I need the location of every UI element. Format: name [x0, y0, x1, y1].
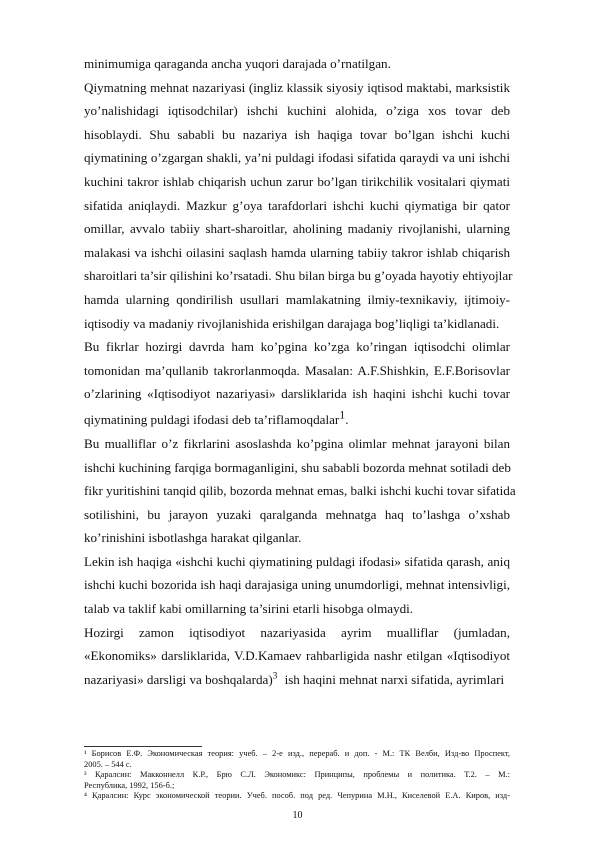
footnote: 2005. – 544 с. [84, 759, 132, 769]
body-line: sotilishini, bu jarayon yuzaki qaralganda mehnatga haq to’lashga o’xshab [84, 506, 510, 522]
body-line-text: qiymatining puldagi ifodasi deb ta’riflamoqdalar [84, 411, 340, 427]
footnote-ref: 1 [339, 407, 346, 422]
body-line-text: nazariyasi» darsligi va boshqalarda) [84, 671, 273, 687]
body-line: iqtisodiy va madaniy rivojlanishida erishilgan darajaga bog’liqligi ta’kidlanadi. [84, 315, 500, 331]
body-line: o’zlarining «Iqtisodiyot nazariyasi» darsliklarida ish haqini ishchi kuchi tovar [84, 386, 510, 402]
footnote-divider [84, 746, 202, 747]
body-line: Bu mualliflar o’z fikrlarini asoslashda ko’pgina olimlar mehnat jarayoni bilan [84, 435, 510, 451]
footnote: ⁴ Қаралсин: Курс экономической теории. Учеб. пособ. под ред. Чепурина М.Н., Киселевой Е.А. Киров, изд- [84, 791, 510, 800]
body-line: sifatida aniqlaydi. Mazkur g’oya tarafdorlari ishchi kuchi qiymatiga bir qator [84, 197, 510, 213]
body-line [84, 406, 510, 432]
body-line: ko’rinishini isbotlashga harakat qilganlar. [84, 530, 302, 546]
body-line: fikr yuritishini tanqid qilib, bozorda mehnat emas, balki ishchi kuchi tovar sifatida [84, 483, 516, 499]
body-line: talab va taklif kabi omillarning ta’sirini etarli hisobga olmaydi. [84, 601, 414, 617]
footnote: ³ Қаралсин: Макконнелл К.Р., Брю С.Л. Экономикс: Принципы, проблемы и политика. Т.2. – М.: [84, 770, 510, 779]
body-line: yo’nalishidagi iqtisodchilar) ishchi kuchini alohida, o’ziga xos tovar deb [84, 103, 510, 119]
body-line: «Ekonomiks» darsliklarida, V.D.Kamaev rahbarligida nashr etilgan «Iqtisodiyot [84, 648, 510, 664]
body-line: minimumiga qaraganda ancha yuqori darajada o’rnatilgan. [84, 56, 391, 71]
body-line: sharoitlari ta’sir qilishini ko’rsatadi. Shu bilan birga bu g’oyada hayotiy ehtiyojlar [84, 268, 513, 284]
body-line: Bu fikrlar hozirgi davrda ham ko’pgina ko’zga ko’ringan iqtisodchi olimlar [84, 339, 510, 355]
body-line-suffix: . [345, 411, 349, 427]
body-line: ishchi kuchi bozorida ish haqi darajasiga uning unumdorligi, mehnat intensivligi, [84, 577, 510, 593]
page-number: 10 [292, 810, 303, 821]
body-line: kuchini takror ishlab chiqarish uchun zarur bo’lgan tirikchilik vositalari qiymati [84, 173, 510, 189]
body-line: hamda ularning qondirilish usullari mamlakatning ilmiy-texnikaviy, ijtimoiy- [84, 291, 510, 307]
body-text [84, 52, 516, 691]
body-line: Qiymatning mehnat nazariyasi (ingliz klassik siyosiy iqtisod maktabi, marksistik [84, 79, 510, 95]
body-line: malakasi va ishchi oilasini saqlash hamda ularning tabiiy takror ishlab chiqarish [84, 244, 510, 260]
body-line: tomonidan ma’qullanib takrorlanmoqda. Masalan: A.F.Shishkin, E.F.Borisovlar [84, 362, 510, 378]
footnote: Республика, 1992, 156-б.; [84, 780, 175, 790]
body-line [84, 668, 510, 692]
body-line: qiymatining o’zgargan shakli, ya’ni puldagi ifodasi sifatida qaraydi va uni ishchi [84, 150, 510, 166]
body-line: omillar, avvalo tabiiy shart-sharoitlar, aholining madaniy rivojlanishi, ularning [84, 221, 510, 237]
footnote: ¹ Борисов Е.Ф. Экономическая теория: учеб. – 2-е изд., перераб. и доп. - М.: ТК Велби, Изд-во Проспект, [84, 749, 510, 758]
body-line: hisoblaydi. Shu sababli bu nazariya ish haqiga tovar bo’lgan ishchi kuchi [84, 126, 510, 142]
body-line-text: ish haqini mehnat narxi sifatida, ayrimlari [284, 671, 505, 687]
body-line: Lekin ish haqiga «ishchi kuchi qiymatining puldagi ifodasi» sifatida qarash, aniq [84, 553, 510, 569]
footnotes [84, 746, 510, 802]
footnote-ref: 3 [272, 670, 278, 681]
body-line: ishchi kuchining farqiga bormaganligini, shu sababli bozorda mehnat sotiladi deb [84, 459, 511, 475]
body-line: Hozirgi zamon iqtisodiyot nazariyasida ayrim mualliflar (jumladan, [84, 624, 510, 640]
